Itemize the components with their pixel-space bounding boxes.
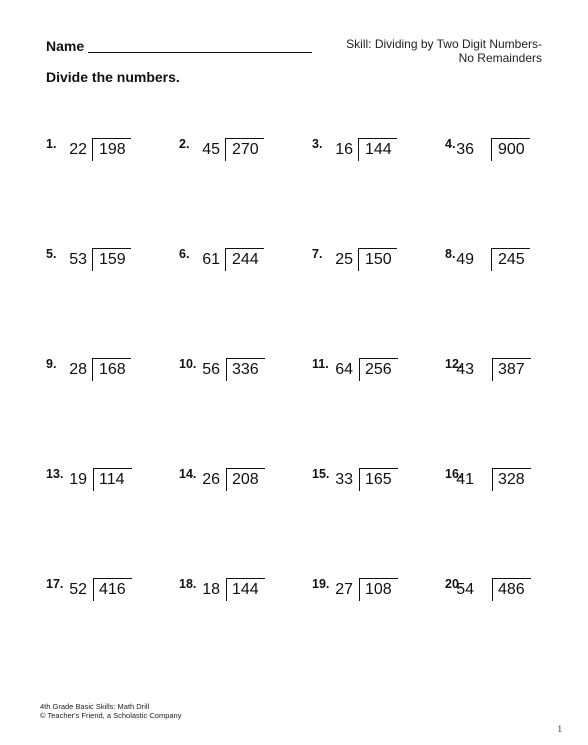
problem-11 bbox=[312, 356, 445, 466]
problem-number: 10. bbox=[179, 357, 197, 371]
dividend: 159 bbox=[99, 251, 126, 268]
problem-number: 18. bbox=[179, 577, 197, 591]
divisor: 26 bbox=[202, 471, 220, 488]
divisor: 56 bbox=[202, 361, 220, 378]
problem-17 bbox=[46, 576, 179, 686]
problem-1 bbox=[46, 136, 179, 246]
problem-13 bbox=[46, 466, 179, 576]
divisor: 45 bbox=[202, 141, 220, 158]
problem-number: 7. bbox=[312, 247, 323, 261]
divisor: 28 bbox=[69, 361, 87, 378]
dividend: 244 bbox=[232, 251, 259, 268]
problem-number: 5. bbox=[46, 247, 57, 261]
problem-12 bbox=[445, 356, 566, 466]
dividend: 245 bbox=[498, 251, 525, 268]
dividend: 198 bbox=[99, 141, 126, 158]
problem-number: 17. bbox=[46, 577, 64, 591]
dividend: 486 bbox=[498, 581, 525, 598]
skill-line-1: Skill: Dividing by Two Digit Numbers- bbox=[346, 37, 542, 51]
divisor: 49 bbox=[456, 251, 474, 268]
problem-number: 19. bbox=[312, 577, 330, 591]
problem-20 bbox=[445, 576, 566, 686]
divisor: 43 bbox=[456, 361, 474, 378]
problem-number: 13. bbox=[46, 467, 64, 481]
divisor: 64 bbox=[335, 361, 353, 378]
dividend: 168 bbox=[99, 361, 126, 378]
problem-number: 14. bbox=[179, 467, 197, 481]
dividend: 150 bbox=[365, 251, 392, 268]
problem-number: 8. bbox=[445, 247, 456, 261]
problem-number: 4. bbox=[445, 137, 456, 151]
footer-line-2: © Teacher's Friend, a Scholastic Company bbox=[40, 711, 182, 720]
page-number: 1 bbox=[557, 724, 562, 734]
name-line bbox=[88, 52, 312, 53]
problem-16 bbox=[445, 466, 566, 576]
problem-9 bbox=[46, 356, 179, 466]
skill-description bbox=[282, 37, 542, 65]
dividend: 114 bbox=[99, 471, 125, 488]
divisor: 18 bbox=[202, 581, 220, 598]
dividend: 416 bbox=[99, 581, 126, 598]
divisor: 53 bbox=[69, 251, 87, 268]
problem-number: 20. bbox=[445, 577, 463, 591]
name-label: Name bbox=[46, 38, 85, 54]
problem-18 bbox=[179, 576, 312, 686]
problem-2 bbox=[179, 136, 312, 246]
problem-6 bbox=[179, 246, 312, 356]
problem-number: 3. bbox=[312, 137, 323, 151]
dividend: 165 bbox=[365, 471, 392, 488]
dividend: 336 bbox=[232, 361, 259, 378]
divisor: 16 bbox=[335, 141, 353, 158]
divisor: 36 bbox=[456, 141, 474, 158]
dividend: 256 bbox=[365, 361, 392, 378]
footer-credits bbox=[40, 702, 181, 720]
divisor: 22 bbox=[69, 141, 87, 158]
problem-number: 1. bbox=[46, 137, 57, 151]
problem-5 bbox=[46, 246, 179, 356]
dividend: 144 bbox=[232, 581, 259, 598]
problem-number: 2. bbox=[179, 137, 190, 151]
problem-7 bbox=[312, 246, 445, 356]
problem-number: 11. bbox=[312, 357, 329, 371]
problem-grid bbox=[46, 136, 566, 636]
dividend: 208 bbox=[232, 471, 259, 488]
dividend: 144 bbox=[365, 141, 392, 158]
problem-number: 15. bbox=[312, 467, 330, 481]
divisor: 19 bbox=[69, 471, 87, 488]
instructions: Divide the numbers. bbox=[46, 69, 180, 85]
problem-14 bbox=[179, 466, 312, 576]
problem-4 bbox=[445, 136, 566, 246]
problem-8 bbox=[445, 246, 566, 356]
divisor: 27 bbox=[335, 581, 353, 598]
problem-number: 9. bbox=[46, 357, 57, 371]
dividend: 328 bbox=[498, 471, 525, 488]
footer-line-1: 4th Grade Basic Skills: Math Drill bbox=[40, 702, 150, 711]
divisor: 33 bbox=[335, 471, 353, 488]
problem-15 bbox=[312, 466, 445, 576]
dividend: 900 bbox=[498, 141, 525, 158]
problem-10 bbox=[179, 356, 312, 466]
divisor: 61 bbox=[202, 251, 220, 268]
divisor: 41 bbox=[456, 471, 474, 488]
dividend: 270 bbox=[232, 141, 259, 158]
problem-3 bbox=[312, 136, 445, 246]
dividend: 387 bbox=[498, 361, 525, 378]
problem-number: 16. bbox=[445, 467, 463, 481]
divisor: 52 bbox=[69, 581, 87, 598]
skill-line-2: No Remainders bbox=[458, 51, 542, 65]
divisor: 25 bbox=[335, 251, 353, 268]
divisor: 54 bbox=[456, 581, 474, 598]
problem-19 bbox=[312, 576, 445, 686]
problem-number: 6. bbox=[179, 247, 190, 261]
problem-number: 12. bbox=[445, 357, 463, 371]
dividend: 108 bbox=[365, 581, 392, 598]
